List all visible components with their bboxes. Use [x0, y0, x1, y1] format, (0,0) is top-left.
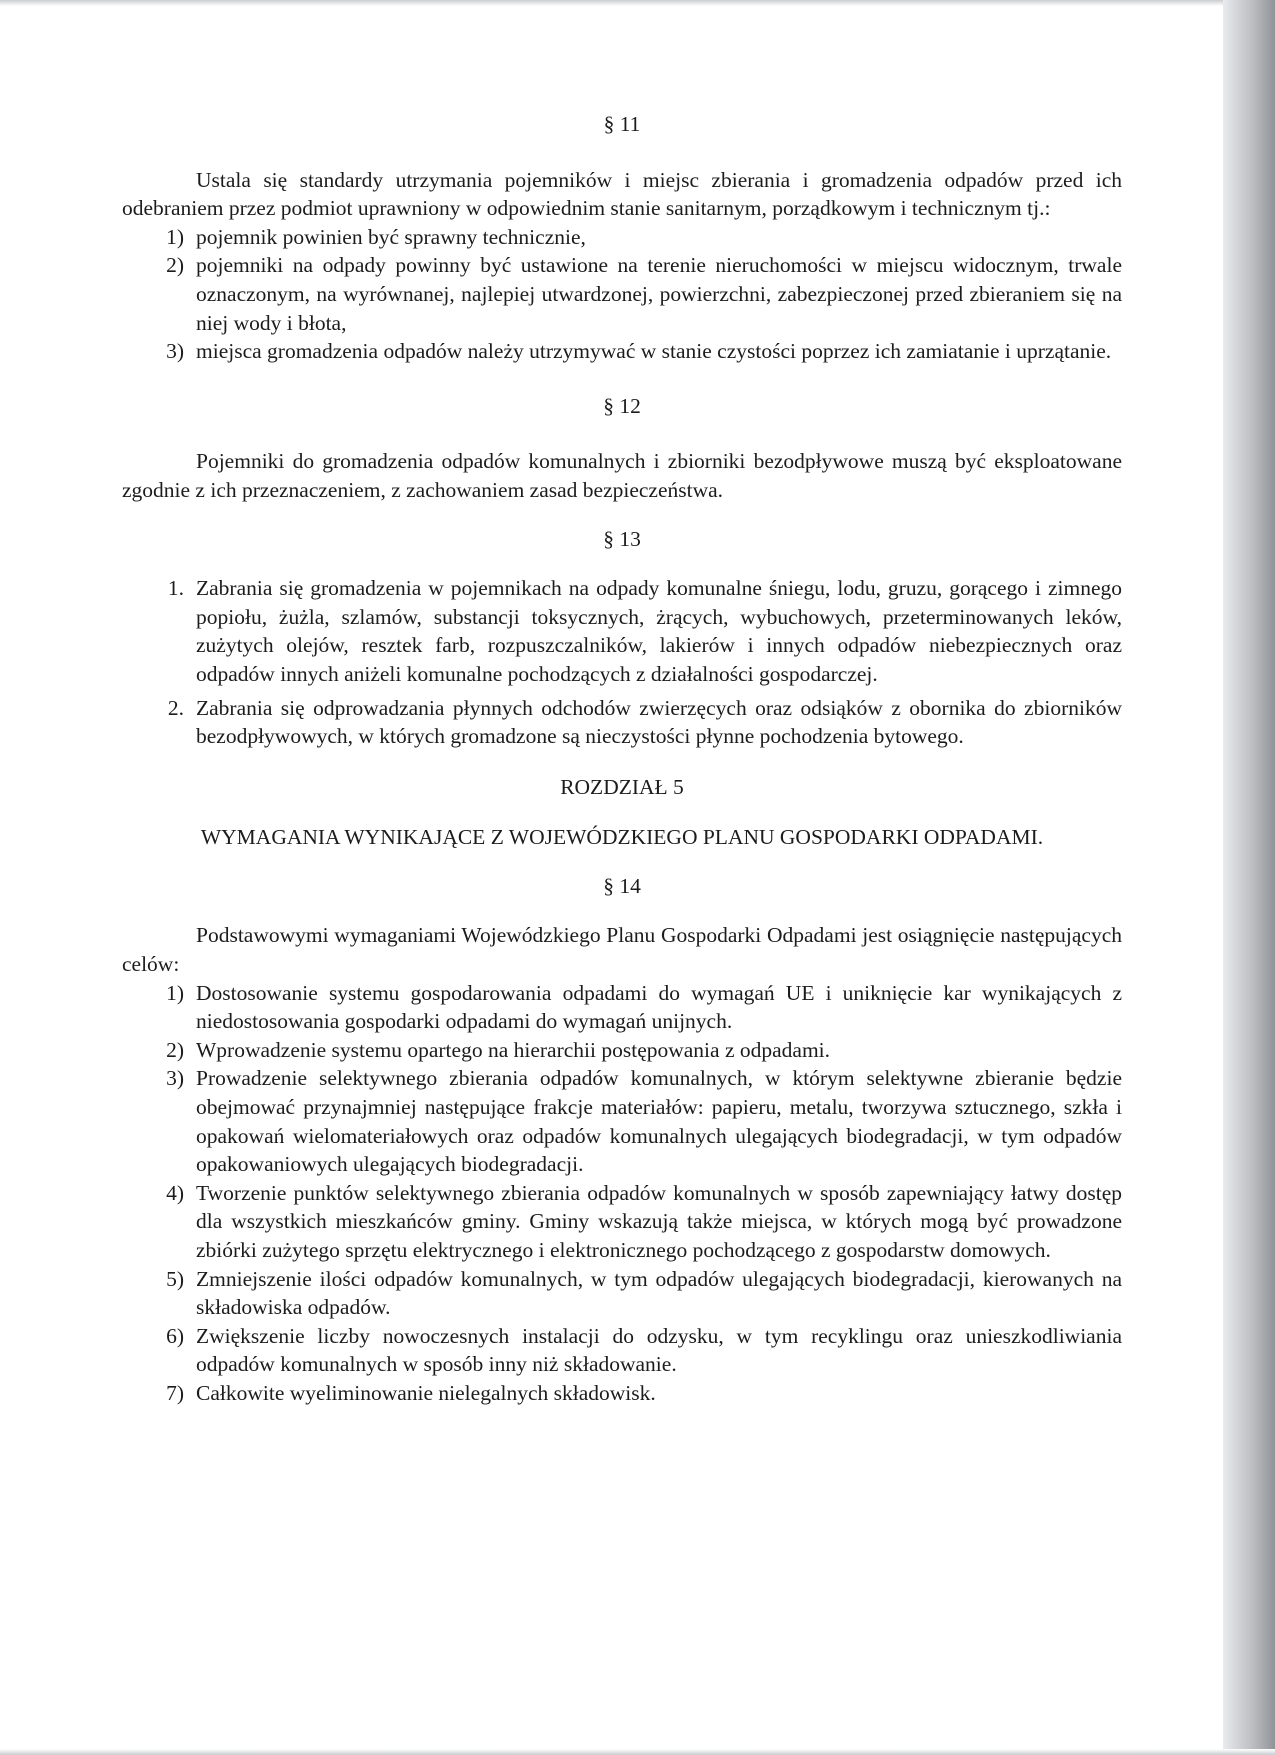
list-item — [122, 694, 1122, 751]
list-item-text: pojemniki na odpady powinny być ustawione na terenie nieruchomości w miejscu widocznym, trwale oznaczonym, na wyrównanej, najlepiej utwardzonej, powierzchni, zabezpieczonej przed zbieraniem się na niej wody i błota, — [196, 253, 1122, 335]
list-item — [122, 251, 1122, 337]
chapter-label: ROZDZIAŁ 5 — [560, 774, 684, 799]
list-item-text: Zabrania się odprowadzania płynnych odchodów zwierzęcych oraz odsiąków z obornika do zbiorników bezodpływowych, w których gromadzone są nieczystości płynne pochodzenia bytowego. — [196, 695, 1122, 749]
section-11-title: § 11 — [603, 112, 641, 136]
section-12-intro: Pojemniki do gromadzenia odpadów komunalnych i zbiorniki bezodpływowe muszą być eksploatowane zgodnie z ich przeznaczeniem, z zachowaniem zasad bezpieczeństwa. — [122, 449, 1122, 502]
list-item-number: 6) — [166, 1323, 184, 1348]
scan-top-edge — [0, 0, 1275, 6]
list-item-number: 1. — [167, 576, 184, 601]
list-item — [122, 337, 1122, 366]
list-item — [122, 574, 1122, 688]
list-item-text: Zwiększenie liczby nowoczesnych instalacji do odzysku, w tym recyklingu oraz unieszkodliwiania odpadów komunalnych w sposób inny niż składowanie. — [196, 1323, 1122, 1377]
list-item-number: 2) — [166, 253, 184, 278]
list-item — [122, 1179, 1122, 1265]
list-item — [122, 1036, 1122, 1065]
list-item-number: 1) — [166, 224, 184, 249]
section-13-title: § 13 — [603, 526, 641, 551]
list-item-number: 2) — [166, 1037, 184, 1062]
list-item-text: Zmniejszenie ilości odpadów komunalnych, w tym odpadów ulegających biodegradacji, kierowanych na składowiska odpadów. — [196, 1266, 1122, 1320]
list-item-text: pojemnik powinien być sprawny technicznie, — [196, 224, 586, 249]
list-item-text: Całkowite wyeliminowanie nielegalnych składowisk. — [196, 1380, 656, 1405]
list-item — [122, 223, 1122, 252]
scan-right-edge — [1223, 0, 1275, 1755]
list-item — [122, 1265, 1122, 1322]
list-item — [122, 1379, 1122, 1408]
list-item — [122, 979, 1122, 1036]
list-item-text: Wprowadzenie systemu opartego na hierarchii postępowania z odpadami. — [196, 1037, 831, 1062]
list-item — [122, 1064, 1122, 1178]
scan-bottom-edge — [0, 1749, 1275, 1755]
list-item-text: miejsca gromadzenia odpadów należy utrzymywać w stanie czystości poprzez ich zamiatanie i uprzątanie. — [196, 339, 1112, 364]
chapter-title: WYMAGANIA WYNIKAJĄCE Z WOJEWÓDZKIEGO PLANU GOSPODARKI ODPADAMI. — [200, 825, 1044, 850]
list-item-number: 3) — [166, 1066, 184, 1091]
list-item-text: Zabrania się gromadzenia w pojemnikach na odpady komunalne śniegu, lodu, gruzu, gorącego i zimnego popiołu, żużla, szlamów, substancji toksycznych, żrących, wybuchowych, przeterminowanych leków, zużytych olejów, resztek farb, rozpuszczalników, lakierów i innych odpadów niebezpiecznych oraz odpadów innych aniżeli komunalne pochodzących z działalności gospodarczej. — [196, 576, 1122, 686]
list-item-number: 7) — [166, 1380, 184, 1405]
list-item-number: 5) — [166, 1266, 184, 1291]
list-item-number: 1) — [166, 980, 184, 1005]
list-item-number: 4) — [166, 1180, 184, 1205]
list-item-number: 3) — [166, 339, 184, 364]
section-14-intro: Podstawowymi wymaganiami Wojewódzkiego Planu Gospodarki Odpadami jest osiągnięcie następujących celów: — [122, 923, 1122, 977]
document-page — [122, 110, 1122, 1408]
section-14-title: § 14 — [603, 873, 641, 898]
list-item-number: 2. — [167, 695, 184, 720]
list-item-text: Tworzenie punktów selektywnego zbierania odpadów komunalnych w sposób zapewniający łatwy dostęp dla wszystkich mieszkańców gminy. Gminy wskazują także miejsca, w których mogą być prowadzone zbiórki zużytego sprzętu elektrycznego i elektronicznego pochodzącego z gospodarstw domowych. — [196, 1180, 1122, 1262]
list-item-text: Prowadzenie selektywnego zbierania odpadów komunalnych, w którym selektywne zbieranie będzie obejmować przynajmniej następujące frakcje materiałów: papieru, metalu, tworzywa sztucznego, szkła i opakowań wielomateriałowych oraz odpadów komunalnych ulegających biodegradacji, w tym odpadów opakowaniowych ulegających biodegradacji. — [196, 1066, 1122, 1177]
section-11-intro: Ustala się standardy utrzymania pojemników i miejsc zbierania i gromadzenia odpadów przed ich odebraniem przez podmiot uprawniony w odpowiednim stanie sanitarnym, porządkowym i technicznym tj.: — [122, 167, 1122, 221]
list-item-text: Dostosowanie systemu gospodarowania odpadami do wymagań UE i uniknięcie kar wynikających z niedostosowania gospodarki odpadami do wymagań unijnych. — [196, 980, 1122, 1034]
list-item — [122, 1322, 1122, 1379]
section-12-title: § 12 — [603, 393, 641, 418]
